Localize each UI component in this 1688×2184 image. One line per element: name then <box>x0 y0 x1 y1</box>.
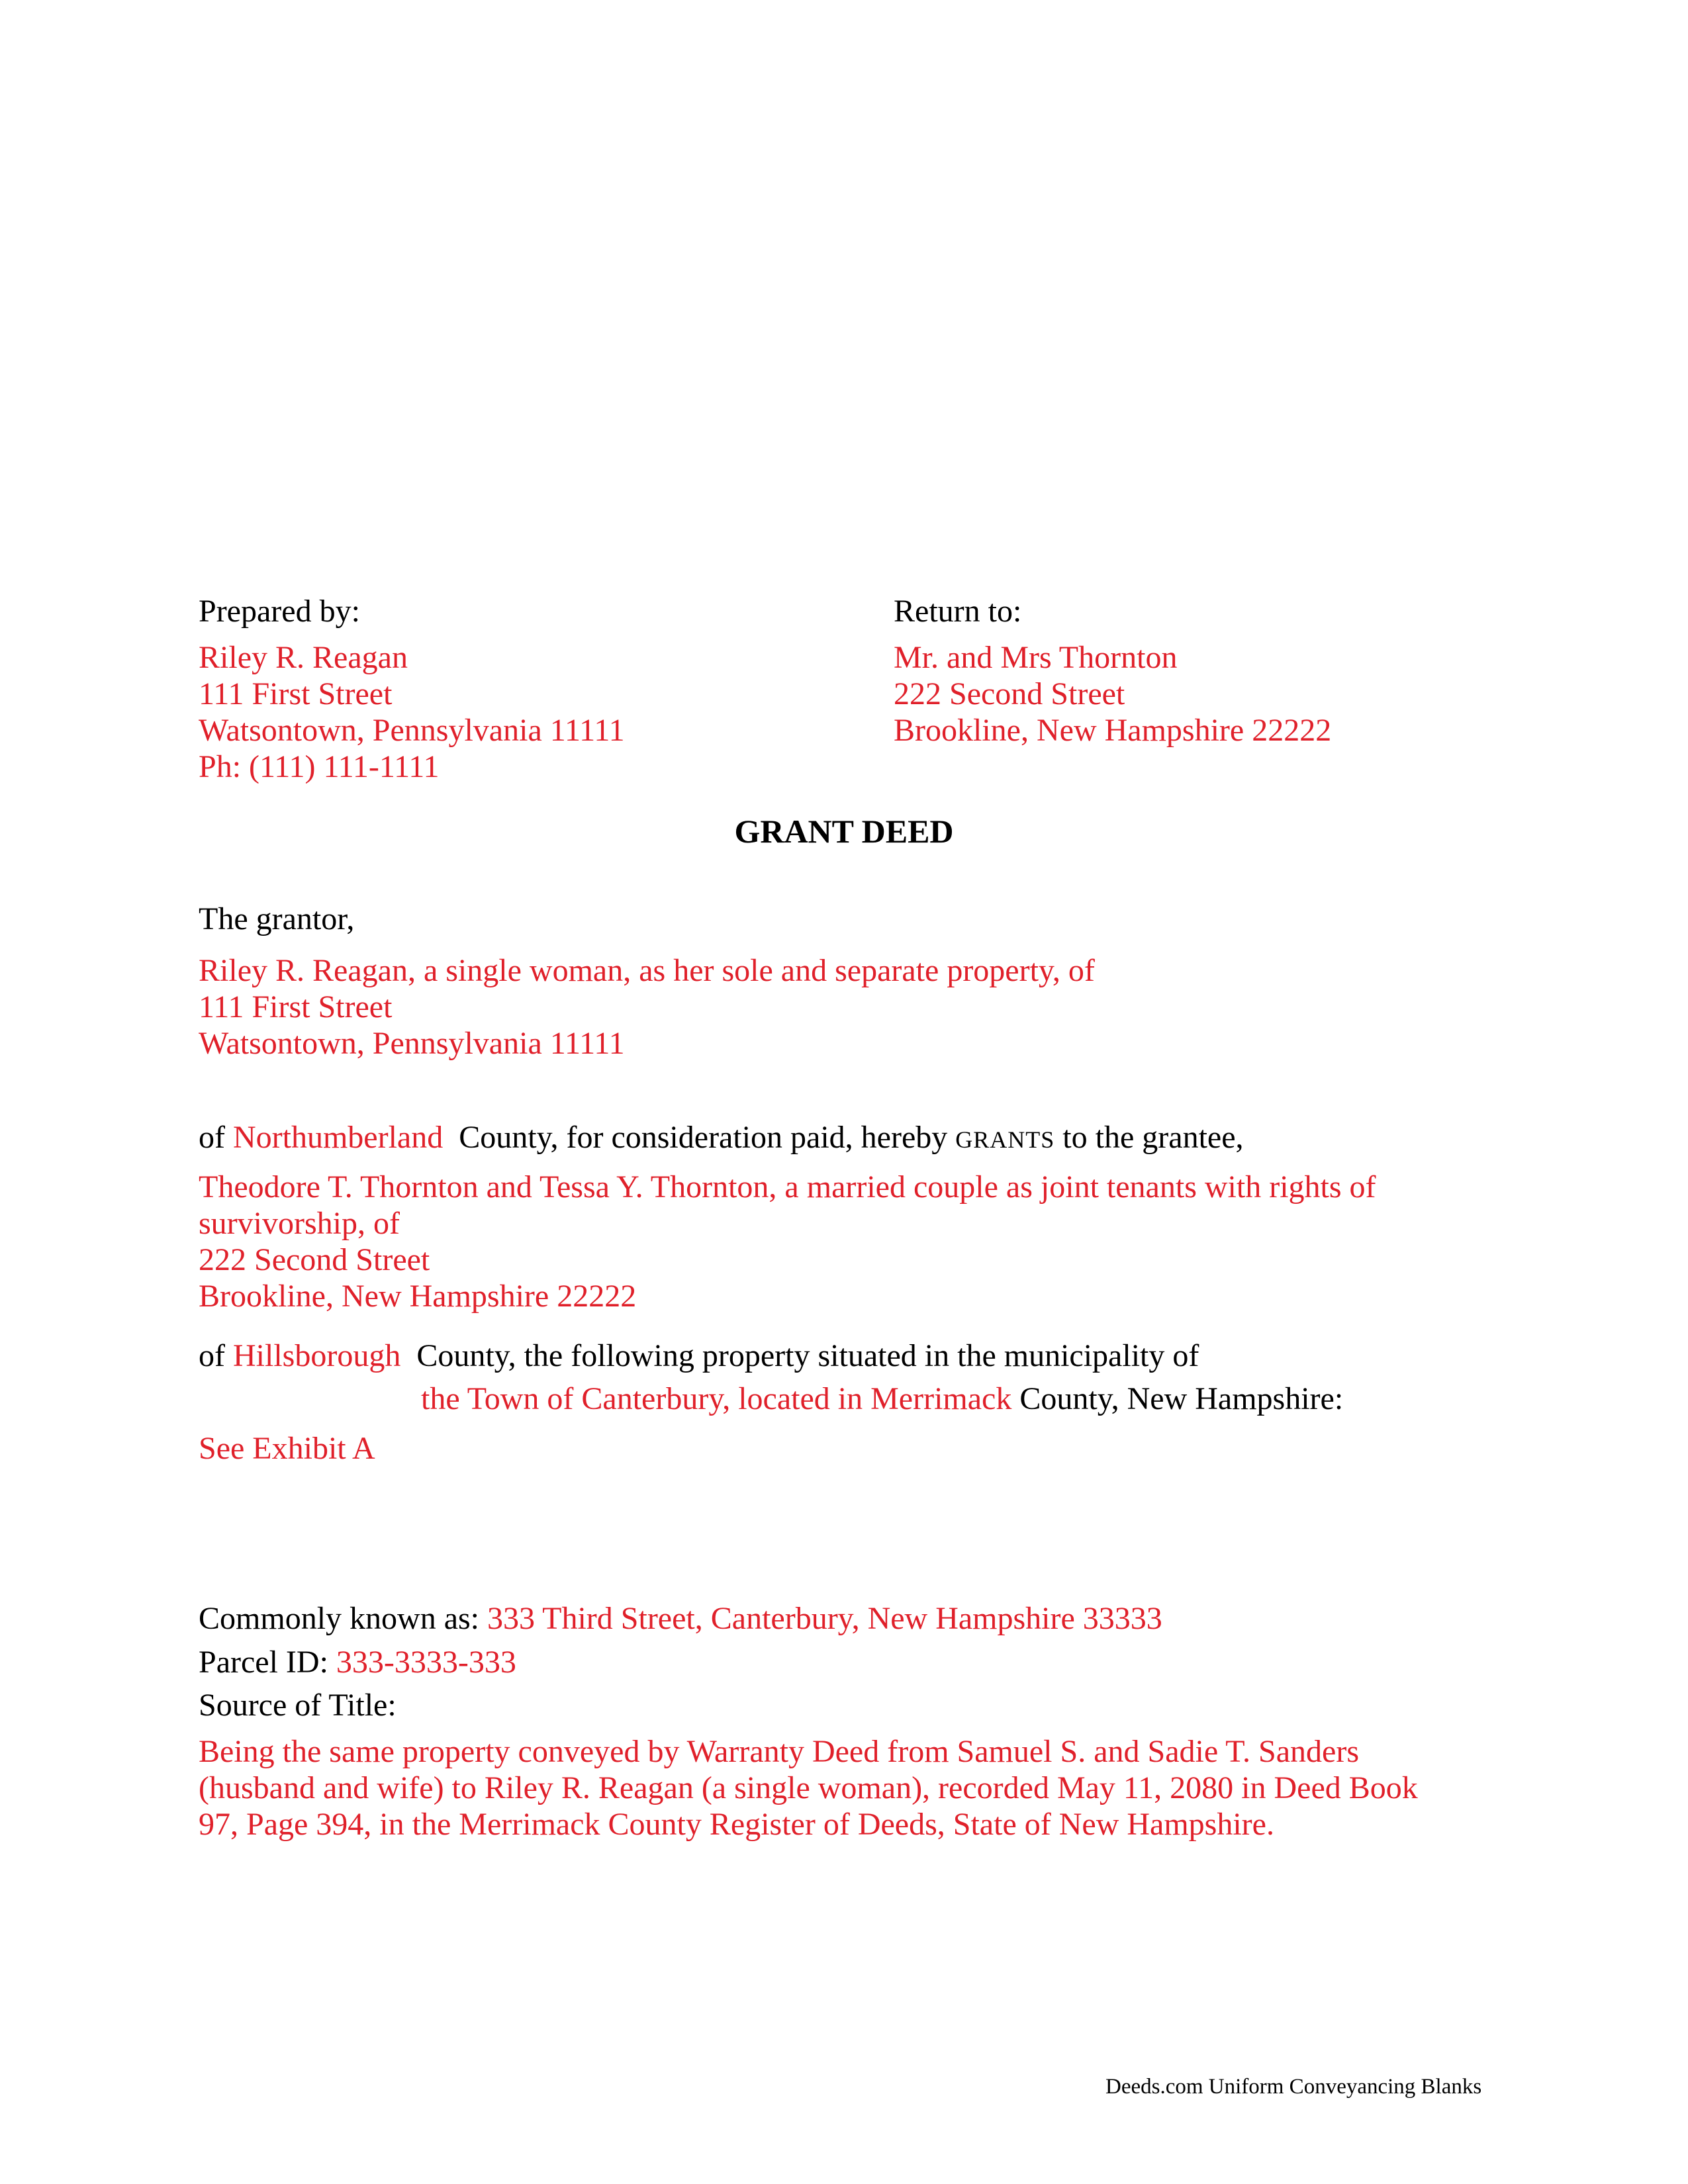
grantor-street: 111 First Street <box>199 989 393 1024</box>
grant-clause-of: of <box>199 1120 225 1155</box>
property-clause-of: of <box>199 1338 225 1373</box>
property-clause-text-a: County, the following property situated in the municipality of <box>416 1338 1199 1373</box>
preparer-name: Riley R. Reagan <box>199 640 408 675</box>
preparer-street: 111 First Street <box>199 676 393 711</box>
grantee-city-state-zip: Brookline, New Hampshire 22222 <box>199 1279 637 1314</box>
commonly-known-label: Commonly known as: <box>199 1601 480 1636</box>
commonly-known-line <box>199 1600 1162 1637</box>
grantor-description: Riley R. Reagan, a single woman, as her sole and separate property, of <box>199 953 1095 988</box>
document-title: GRANT DEED <box>734 813 954 850</box>
footer-brand: Deeds.com Uniform Conveyancing Blanks <box>1105 2075 1482 2099</box>
source-of-title-line2: (husband and wife) to Riley R. Reagan (a single woman), recorded May 11, 2080 in Deed Book <box>199 1770 1418 1805</box>
grants-word: GRANTS <box>955 1126 1055 1153</box>
parcel-value: 333-3333-333 <box>336 1645 516 1680</box>
return-to-label: Return to: <box>894 594 1022 629</box>
source-of-title-line1: Being the same property conveyed by Warranty Deed from Samuel S. and Sadie T. Sanders <box>199 1734 1360 1769</box>
grantee-description-line2: survivorship, of <box>199 1206 400 1241</box>
property-clause <box>199 1338 1199 1375</box>
preparer-phone: Ph: (111) 111-1111 <box>199 749 440 784</box>
grantee-county: Hillsborough <box>232 1338 401 1373</box>
grant-clause-text-b: to the grantee, <box>1062 1120 1244 1155</box>
property-clause-text-b: County, New Hampshire: <box>1019 1381 1344 1416</box>
parcel-line <box>199 1644 516 1681</box>
commonly-known-value: 333 Third Street, Canterbury, New Hampshire 33333 <box>487 1601 1162 1636</box>
grantor-city-state-zip: Watsontown, Pennsylvania 11111 <box>199 1026 625 1061</box>
parcel-label: Parcel ID: <box>199 1645 328 1680</box>
municipality-line <box>421 1381 1343 1418</box>
grantee-street: 222 Second Street <box>199 1242 430 1277</box>
municipality: the Town of Canterbury, located in Merrimack <box>421 1381 1012 1416</box>
return-to-street: 222 Second Street <box>894 676 1125 711</box>
grant-clause <box>199 1119 1244 1158</box>
grant-clause-text-a: County, for consideration paid, hereby <box>459 1120 948 1155</box>
grantee-description-line1: Theodore T. Thornton and Tessa Y. Thornton, a married couple as joint tenants with rights of <box>199 1169 1376 1205</box>
return-to-name: Mr. and Mrs Thornton <box>894 640 1178 675</box>
return-to-city-state-zip: Brookline, New Hampshire 22222 <box>894 713 1332 748</box>
preparer-city-state-zip: Watsontown, Pennsylvania 11111 <box>199 713 625 748</box>
legal-description: See Exhibit A <box>199 1431 375 1466</box>
grantor-label: The grantor, <box>199 901 355 936</box>
source-of-title-line3: 97, Page 394, in the Merrimack County Register of Deeds, State of New Hampshire. <box>199 1807 1274 1842</box>
grantor-county: Northumberland <box>232 1120 444 1155</box>
source-of-title-label: Source of Title: <box>199 1688 397 1723</box>
prepared-by-label: Prepared by: <box>199 594 360 629</box>
